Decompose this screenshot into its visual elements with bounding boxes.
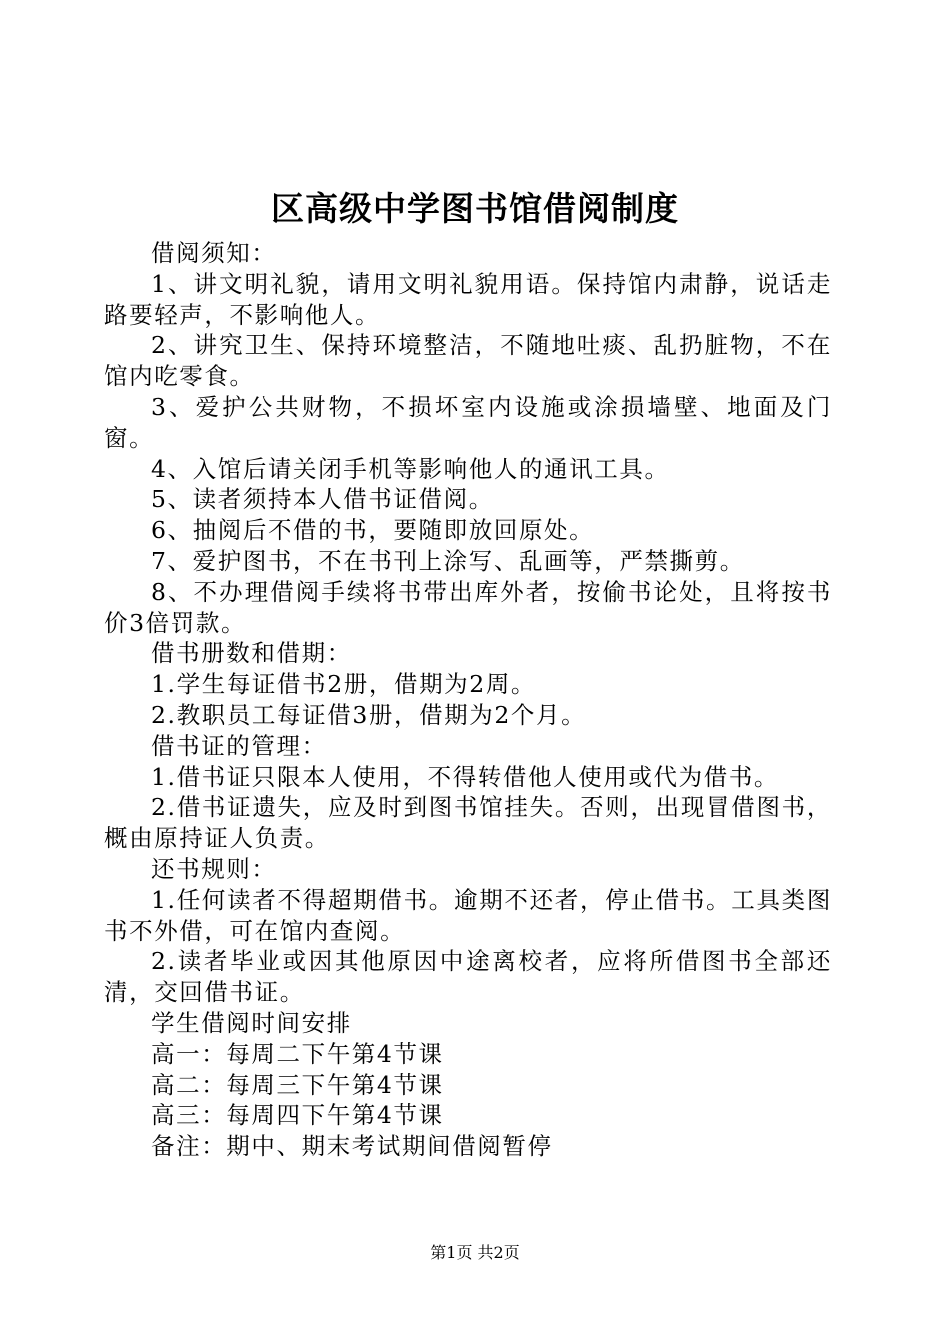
document-body — [104, 238, 832, 1162]
rule-paragraph: 6、抽阅后不借的书，要随即放回原处。 — [151, 516, 595, 545]
rule-paragraph: 8、不办理借阅手续将书带出库外者，按偷书论处，且将按书价3倍罚款。 — [104, 577, 832, 637]
rule-paragraph: 1.借书证只限本人使用，不得转借他人使用或代为借书。 — [151, 762, 780, 791]
rule-paragraph: 1、讲文明礼貌，请用文明礼貌用语。保持馆内肃静，说话走路要轻声，不影响他人。 — [104, 269, 832, 329]
rule-paragraph: 2、讲究卫生、保持环境整洁，不随地吐痰、乱扔脏物，不在馆内吃零食。 — [104, 331, 832, 391]
section-heading-return-rules: 还书规则： — [151, 854, 277, 883]
rule-paragraph: 2.读者毕业或因其他原因中途离校者，应将所借图书全部还清，交回借书证。 — [104, 947, 832, 1007]
section-heading-borrow-limits: 借书册数和借期： — [151, 639, 352, 668]
section-heading-schedule: 学生借阅时间安排 — [151, 1008, 352, 1037]
rule-paragraph: 2.教职员工每证借3册，借期为2个月。 — [151, 700, 587, 729]
rule-paragraph: 7、爱护图书，不在书刊上涂写、乱画等，严禁撕剪。 — [151, 546, 745, 575]
page-number-footer: 第1页 共2页 — [430, 1243, 520, 1262]
rule-paragraph: 5、读者须持本人借书证借阅。 — [151, 485, 494, 514]
document-title: 区高级中学图书馆借阅制度 — [271, 189, 679, 228]
schedule-line: 高二：每周三下午第4节课 — [151, 1070, 444, 1099]
rule-paragraph: 1.任何读者不得超期借书。逾期不还者，停止借书。工具类图书不外借，可在馆内查阅。 — [104, 885, 832, 945]
remark-line: 备注：期中、期末考试期间借阅暂停 — [151, 1132, 553, 1161]
section-heading-borrowing-notice: 借阅须知： — [151, 239, 277, 267]
rule-paragraph: 4、入馆后请关闭手机等影响他人的通讯工具。 — [151, 454, 670, 483]
schedule-line: 高一：每周二下午第4节课 — [151, 1039, 444, 1068]
rule-paragraph: 2.借书证遗失，应及时到图书馆挂失。否则，出现冒借图书，概由原持证人负责。 — [104, 793, 832, 853]
schedule-line: 高三：每周四下午第4节课 — [151, 1101, 444, 1130]
section-heading-card-management: 借书证的管理： — [151, 731, 327, 760]
rule-paragraph: 3、爱护公共财物，不损坏室内设施或涂损墙壁、地面及门窗。 — [104, 392, 832, 452]
rule-paragraph: 1.学生每证借书2册，借期为2周。 — [151, 670, 537, 699]
